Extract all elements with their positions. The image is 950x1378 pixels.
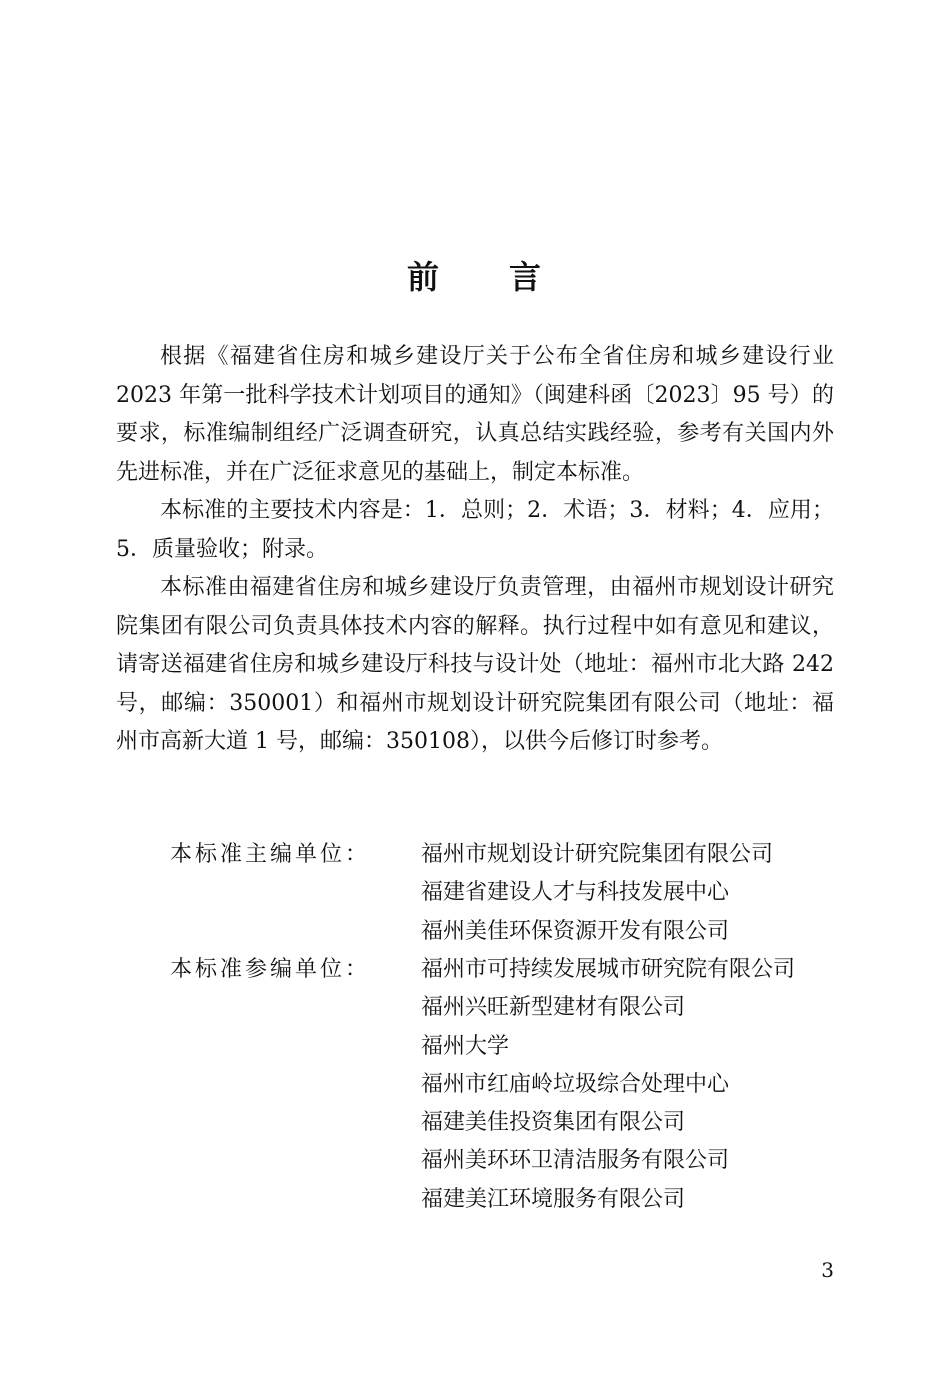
page-number: 3 xyxy=(821,1258,834,1282)
preface-body xyxy=(116,338,834,762)
participating-unit-item: 福建美江环境服务有限公司 xyxy=(421,1186,686,1212)
participating-unit-item: 福州兴旺新型建材有限公司 xyxy=(421,995,686,1021)
chief-units-label: 本标准主编单位： xyxy=(170,842,371,867)
preface-paragraph-2: 本标准的主要技术内容是：1．总则；2．术语；3．材料；4．应用；5．质量验收；附录。 xyxy=(116,498,834,562)
participating-unit-item: 福建美佳投资集团有限公司 xyxy=(421,1110,686,1136)
participating-unit-item: 福州大学 xyxy=(421,1033,510,1059)
preface-paragraph-1: 根据《福建省住房和城乡建设厅关于公布全省住房和城乡建设行业 2023 年第一批科学技术计划项目的通知》（闽建科函〔2023〕95 号）的要求，标准编制组经广泛调查研究，认真总结实践经验，参考有关国内外先进标准，并在广泛征求意见的基础上，制定本标准。 xyxy=(116,344,834,485)
participating-unit-item: 福州市可持续发展城市研究院有限公司 xyxy=(421,957,796,982)
participating-unit-item: 福州美环环卫清洁服务有限公司 xyxy=(421,1148,730,1174)
participating-unit-item: 福州市红庙岭垃圾综合处理中心 xyxy=(421,1071,730,1097)
chief-unit-item: 福州美佳环保资源开发有限公司 xyxy=(421,918,730,944)
chief-unit-item: 福州市规划设计研究院集团有限公司 xyxy=(421,842,774,867)
chief-units-list xyxy=(421,836,773,951)
participating-units-list xyxy=(421,951,795,1219)
preface-paragraph-3: 本标准由福建省住房和城乡建设厅负责管理，由福州市规划设计研究院集团有限公司负责具体技术内容的解释。执行过程中如有意见和建议，请寄送福建省住房和城乡建设厅科技与设计处（地址：福州市北大路 242 号，邮编：350001）和福州市规划设计研究院集团有限公司（地址：福州市高新大道 1 号，邮编：350108），以供今后修订时参考。 xyxy=(116,575,834,754)
chief-unit-item: 福建省建设人才与科技发展中心 xyxy=(421,880,730,906)
page-title: 前 言 xyxy=(406,258,543,296)
participating-units-label: 本标准参编单位： xyxy=(170,957,371,982)
